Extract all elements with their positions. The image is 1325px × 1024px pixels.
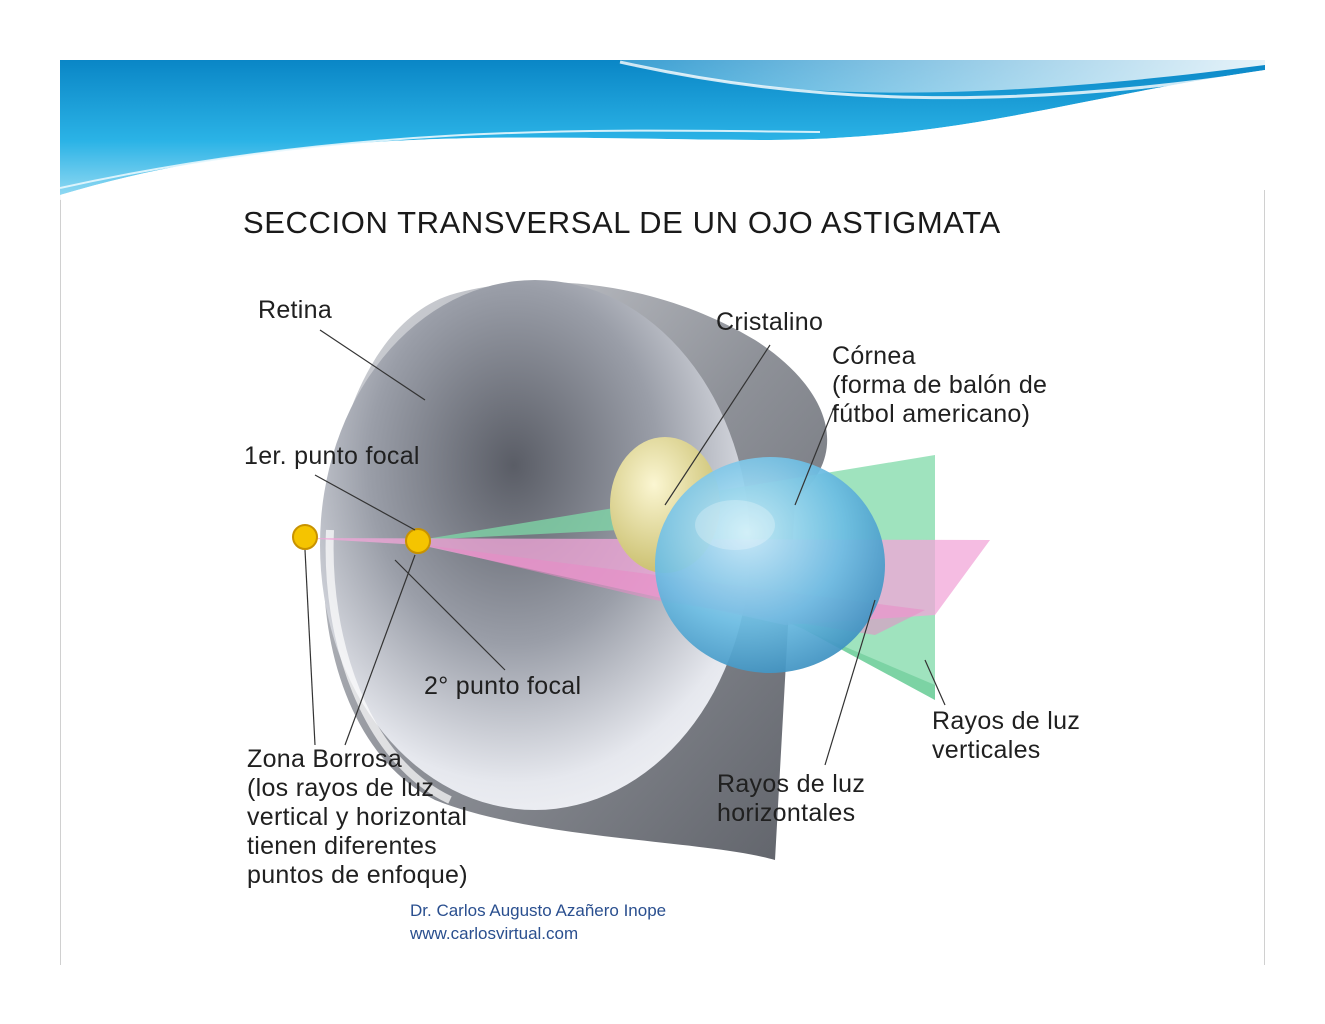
footer-author: Dr. Carlos Augusto Azañero Inope: [410, 901, 667, 920]
slide-border-right: [1264, 190, 1265, 965]
slide-border-left: [60, 190, 61, 965]
label-cristalino: Cristalino: [716, 308, 824, 336]
second-focal-point: [293, 525, 317, 549]
header-wave-banner: [60, 60, 1265, 200]
label-horizontal-rays: Rayos de luz horizontales: [717, 770, 866, 827]
diagram-title: SECCION TRANSVERSAL DE UN OJO ASTIGMATA: [243, 205, 1001, 240]
label-first-focal-point: 1er. punto focal: [244, 442, 420, 470]
label-vertical-rays: Rayos de luz verticales: [932, 707, 1081, 764]
label-retina: Retina: [258, 296, 333, 324]
label-blur-zone: Zona Borrosa (los rayos de luz vertical y horizontal tienen diferentes puntos de enfoque): [247, 745, 468, 889]
footer-website: www.carlosvirtual.com: [410, 924, 579, 943]
first-focal-point: [406, 529, 430, 553]
cornea-shape: [655, 457, 885, 673]
label-cornea: Córnea (forma de balón de fútbol americano): [832, 342, 1048, 428]
label-second-focal-point: 2° punto focal: [424, 672, 582, 700]
